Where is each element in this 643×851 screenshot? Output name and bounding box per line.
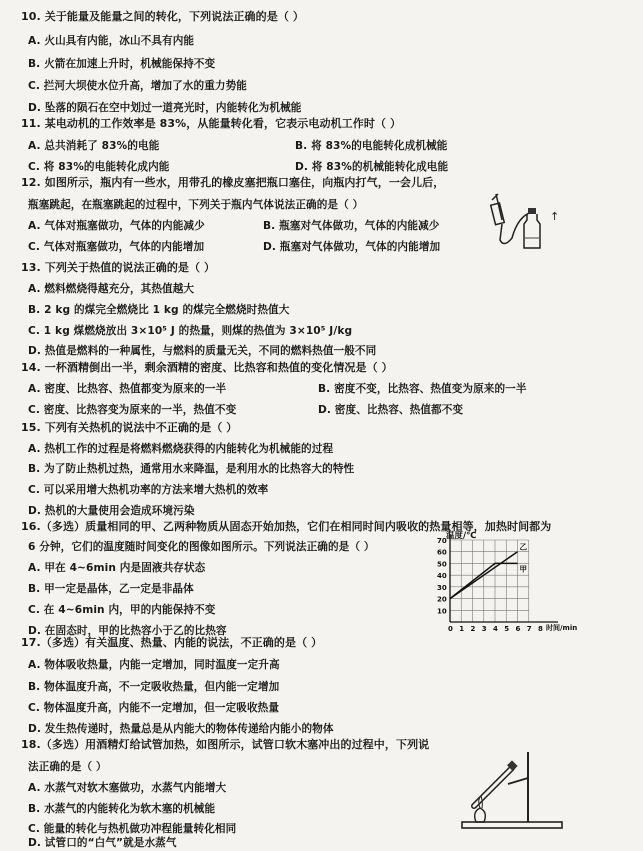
q12-stem-line2: 瓶塞跳起，在瓶塞跳起的过程中，下列关于瓶内气体说法正确的是（ ） [28,199,364,211]
q10-option-c: C. 拦河大坝使水位升高，增加了水的重力势能 [28,80,247,92]
x-tick-label: 3 [481,625,487,633]
q10-option-a: A. 火山具有内能，冰山不具有内能 [28,35,195,47]
q12-arrow-label: ↑ [550,210,560,223]
x-tick-label: 6 [515,625,521,633]
x-tick-label: 0 [448,625,453,633]
q15-option-b: B. 为了防止热机过热，通常用水来降温，是利用水的比热容大的特性 [28,463,355,475]
q10-option-b: B. 火箭在加速上升时，机械能保持不变 [28,58,216,70]
q12-option-a: A. 气体对瓶塞做功，气体的内能减少 [28,220,205,232]
q16-option-d: D. 在固态时，甲的比热容小于乙的比热容 [28,625,227,637]
q13-option-d: D. 热值是燃料的一种属性，与燃料的质量无关，不同的燃料热值一般不同 [28,345,377,357]
q16-temperature-chart [428,530,588,642]
y-tick-label: 10 [437,607,447,616]
q13-option-b: B. 2 kg 的煤完全燃烧比 1 kg 的煤完全燃烧时热值大 [28,304,290,316]
q17-option-d: D. 发生热传递时，热量总是从内能大的物体传递给内能小的物体 [28,723,334,735]
q18-test-tube-figure [452,748,572,833]
q18-stem-line2: 法正确的是（ ） [28,761,107,773]
q13-option-c: C. 1 kg 煤燃烧放出 3×10⁵ J 的热量，则煤的热值为 3×10⁵ J/kg [28,325,353,337]
q14-option-c: C. 密度、比热容变为原来的一半，热值不变 [28,404,237,416]
q17-option-c: C. 物体温度升高，内能不一定增加，但一定吸收热量 [28,702,280,714]
q18-option-b: B. 水蒸气的内能转化为软木塞的机械能 [28,803,216,815]
y-tick-label: 40 [437,572,447,581]
chart-axes [450,534,558,622]
q10-option-d: D. 坠落的陨石在空中划过一道亮光时，内能转化为机械能 [28,102,302,114]
q12-option-b: B. 瓶塞对气体做功，气体的内能减少 [263,220,440,232]
q18-option-a: A. 水蒸气对软木塞做功，水蒸气内能增大 [28,782,227,794]
q14-option-a: A. 密度、比热容、热值都变为原来的一半 [28,383,227,395]
chart-series [450,543,528,599]
x-tick-label: 4 [493,625,498,633]
q14-stem: 14. 一杯酒精倒出一半，剩余酒精的密度、比热容和热值的变化情况是（ ） [21,361,393,374]
q11-option-c: C. 将 83%的电能转化成内能 [28,161,170,173]
q17-stem: 17.（多选）有关温度、热量、内能的说法，不正确的是（ ） [21,636,323,649]
x-tick-label: 8 [538,625,543,633]
chart-ticks [437,537,543,633]
q15-option-c: C. 可以采用增大热机功率的方法来增大热机的效率 [28,484,269,496]
q16-option-a: A. 甲在 4~6min 内是固液共存状态 [28,562,206,574]
chart-x-axis-label: 时间/min [546,624,578,632]
q11-stem: 11. 某电动机的工作效率是 83%，从能量转化看，它表示电动机工作时（ ） [21,117,402,130]
q11-option-b: B. 将 83%的电能转化成机械能 [295,140,448,152]
q18-option-d: D. 试管口的“白气”就是水蒸气 [28,837,177,849]
chart-y-axis-label: 温度/℃ [446,531,477,541]
q16-option-c: C. 在 4~6min 内，甲的内能保持不变 [28,604,216,616]
q14-option-d: D. 密度、比热容、热值都不变 [318,404,464,416]
q13-option-a: A. 燃料燃烧得越充分，其热值越大 [28,283,195,295]
q11-option-a: A. 总共消耗了 83%的电能 [28,140,160,152]
q17-option-b: B. 物体温度升高，不一定吸收热量，但内能一定增加 [28,681,280,693]
y-tick-label: 30 [437,583,447,592]
y-tick-label: 70 [437,537,447,545]
x-tick-label: 2 [470,625,476,633]
q16-stem: 16.（多选）质量相同的甲、乙两种物质从固态开始加热，它们在相同时间内吸收的热量相等，加热时间都为 [21,520,552,533]
q16-stem-line2: 6 分钟，它们的温度随时间变化的图像如图所示。下列说法正确的是（ ） [28,541,375,553]
x-tick-label: 7 [526,625,532,633]
q15-stem: 15. 下列有关热机的说法中不正确的是（ ） [21,421,238,434]
y-tick-label: 60 [437,548,447,557]
series-label: 甲 [519,564,527,574]
x-tick-label: 5 [504,625,510,633]
q11-option-d: D. 将 83%的机械能转化成电能 [295,161,449,173]
y-tick-label: 20 [437,595,447,604]
q12-option-c: C. 气体对瓶塞做功，气体的内能增加 [28,241,205,253]
q14-option-b: B. 密度不变，比热容、热值变为原来的一半 [318,383,527,395]
q15-option-a: A. 热机工作的过程是将燃料燃烧获得的内能转化为机械能的过程 [28,443,334,455]
y-tick-label: 50 [437,560,447,569]
q13-stem: 13. 下列关于热值的说法正确的是（ ） [21,261,216,274]
q12-option-d: D. 瓶塞对气体做功，气体的内能增加 [263,241,441,253]
q18-stem: 18.（多选）用酒精灯给试管加热，如图所示，试管口软木塞冲出的过程中，下列说 [21,738,430,751]
q12-stem: 12. 如图所示，瓶内有一些水，用带孔的橡皮塞把瓶口塞住，向瓶内打气，一会儿后， [21,176,445,189]
series-label: 乙 [519,542,527,552]
q15-option-d: D. 热机的大量使用会造成环境污染 [28,505,195,517]
x-tick-label: 1 [459,625,465,633]
q16-option-b: B. 甲一定是晶体，乙一定是非晶体 [28,583,194,595]
q12-pump-bottle-figure [482,190,562,256]
q10-stem: 10. 关于能量及能量之间的转化，下列说法正确的是（ ） [21,10,304,23]
q18-option-c: C. 能量的转化与热机做功冲程能量转化相同 [28,823,237,835]
q17-option-a: A. 物体吸收热量，内能一定增加，同时温度一定升高 [28,659,280,671]
